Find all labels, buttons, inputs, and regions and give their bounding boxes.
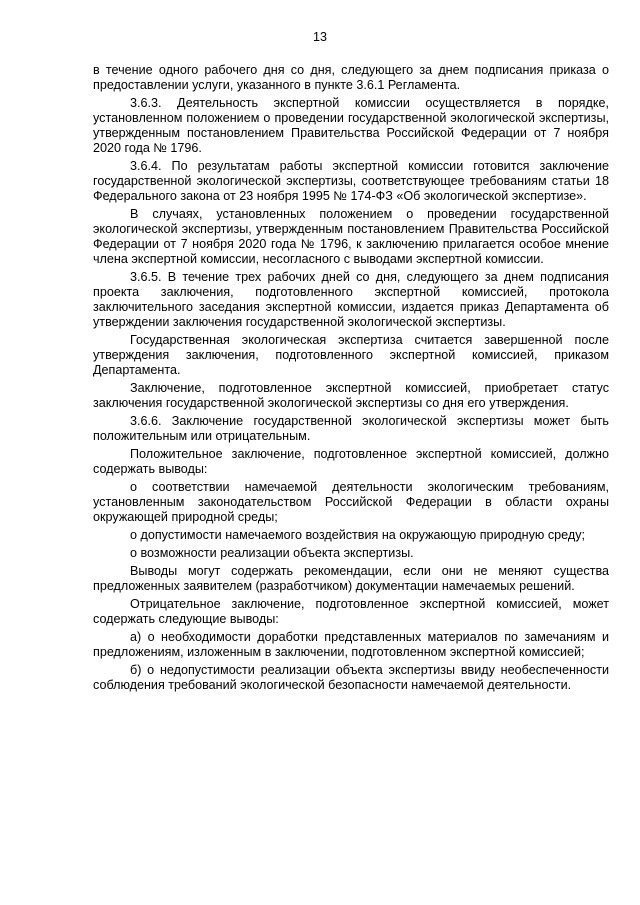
list-item-inadmissibility: б) о недопустимости реализации объекта экспертизы ввиду необеспеченности соблюдения требований экологической безопасности намечаемой деятельности. bbox=[93, 663, 609, 692]
list-item-revision: а) о необходимости доработки представленных материалов по замечаниям и предложениям, изложенным в заключении, подготовленном экспертной комиссией; bbox=[93, 630, 609, 659]
paragraph-expertise-completed: Государственная экологическая экспертиза считается завершенной после утверждения заключения, подготовленного экспертной комиссией, приказом Департамента. bbox=[93, 333, 609, 377]
list-item-feasibility: о возможности реализации объекта экспертизы. bbox=[130, 546, 414, 560]
paragraph-conclusion-status: Заключение, подготовленное экспертной комиссией, приобретает статус заключения государственной экологической экспертизы со дня его утверждения. bbox=[93, 381, 609, 410]
list-item-compliance: о соответствии намечаемой деятельности экологическим требованиям, установленным законодательством Российской Федерации в области охраны окружающей природной среды; bbox=[93, 480, 609, 524]
paragraph-special-opinion: В случаях, установленных положением о проведении государственной экологической экспертизы, утвержденным постановлением Правительства Российской Федерации от 7 ноября 2020 года № 1796, к заключению прилагается особое мнение члена экспертной комиссии, несогласного с выводами экспертной комиссии. bbox=[93, 207, 609, 266]
paragraph-continuation: в течение одного рабочего дня со дня, следующего за днем подписания приказа о предоставлении услуги, указанного в пункте 3.6.1 Регламента. bbox=[93, 63, 609, 92]
paragraph-recommendations: Выводы могут содержать рекомендации, если они не меняют существа предложенных заявителем (разработчиком) документации намечаемых решений. bbox=[93, 564, 609, 593]
paragraph-positive-conclusion: Положительное заключение, подготовленное экспертной комиссией, должно содержать выводы: bbox=[93, 447, 609, 476]
page-number: 13 bbox=[313, 30, 327, 44]
paragraph-negative-conclusion: Отрицательное заключение, подготовленное экспертной комиссией, может содержать следующие выводы: bbox=[93, 597, 609, 626]
list-item-admissibility: о допустимости намечаемого воздействия на окружающую природную среду; bbox=[130, 528, 586, 542]
paragraph-3-6-3: 3.6.3. Деятельность экспертной комиссии осуществляется в порядке, установленном положением о проведении государственной экологической экспертизы, утвержденным постановлением Правительства Российской Федерации от 7 ноября 2020 года № 1796. bbox=[93, 96, 609, 155]
paragraph-3-6-5: 3.6.5. В течение трех рабочих дней со дня, следующего за днем подписания проекта заключения, подготовленного экспертной комиссией, протокола заключительного заседания экспертной комиссии, издается приказ Департамента об утверждении заключения государственной экологической экспертизы. bbox=[93, 270, 609, 329]
paragraph-3-6-6: 3.6.6. Заключение государственной экологической экспертизы может быть положительным или отрицательным. bbox=[93, 414, 609, 443]
page-body bbox=[93, 63, 609, 696]
paragraph-3-6-4: 3.6.4. По результатам работы экспертной комиссии готовится заключение государственной экологической экспертизы, соответствующее требованиям статьи 18 Федерального закона от 23 ноября 1995 № 174-ФЗ «Об экологической экспертизе». bbox=[93, 159, 609, 203]
